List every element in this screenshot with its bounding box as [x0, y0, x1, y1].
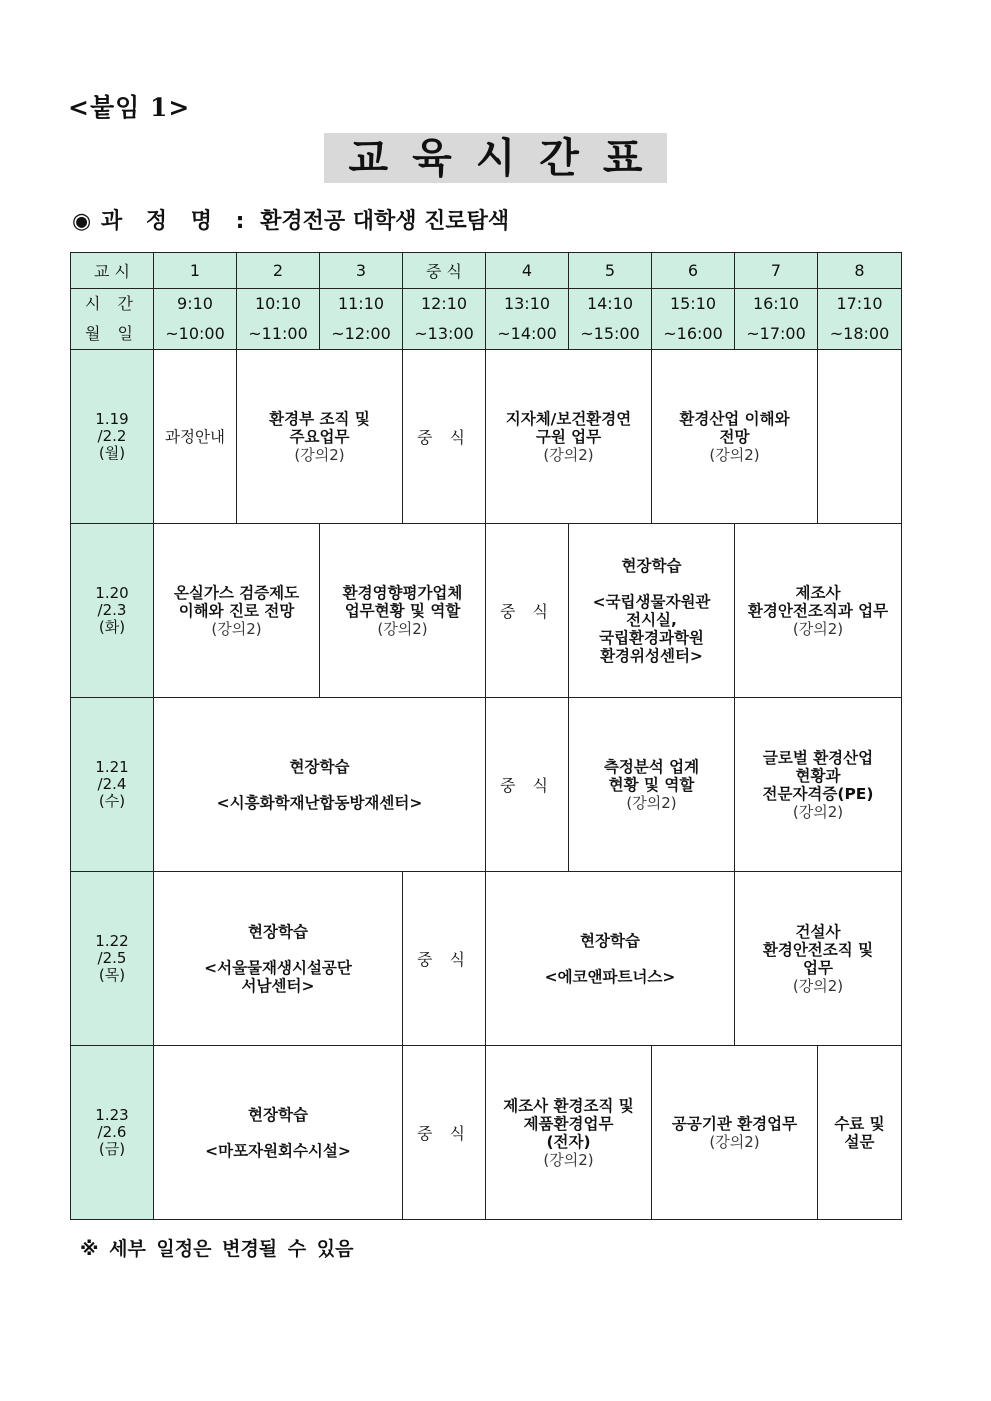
time-slot: 9:10 ~10:00 [154, 289, 237, 350]
period-8: 8 [818, 253, 902, 289]
empty-cell [818, 350, 902, 524]
date-cell: 1.21 /2.4 (수) [71, 698, 154, 872]
timetable [70, 252, 902, 1220]
session-cell: 글로벌 환경산업 현황과 전문자격증(PE) (강의2) [735, 698, 902, 872]
day-row-4 [71, 872, 902, 1046]
date-cell: 1.23 /2.6 (금) [71, 1046, 154, 1220]
time-slot: 13:10 ~14:00 [486, 289, 569, 350]
course-line [72, 204, 509, 235]
session-cell: 환경영향평가업체 업무현황 및 역할 (강의2) [320, 524, 486, 698]
field-trip-cell: 현장학습 <국립생물자원관 전시실, 국립환경과학원 환경위성센터> [569, 524, 735, 698]
period-3: 3 [320, 253, 403, 289]
lunch-cell: 중 식 [486, 524, 569, 698]
time-label: 시 간 [85, 294, 139, 313]
period-label: 교 시 [71, 253, 154, 289]
page-title: 교육시간표 [324, 133, 666, 183]
course-label: 과 정 명 : [100, 209, 253, 234]
time-slot: 10:10 ~11:00 [237, 289, 320, 350]
session-cell: 측정분석 업계 현황 및 역할 (강의2) [569, 698, 735, 872]
date-label: 월 일 [85, 324, 139, 343]
lunch-cell: 중 식 [403, 350, 486, 524]
time-slot: 14:10 ~15:00 [569, 289, 652, 350]
session-cell: 지자체/보건환경연 구원 업무 (강의2) [486, 350, 652, 524]
field-trip-cell: 현장학습 <서울물재생시설공단 서남센터> [154, 872, 403, 1046]
period-5: 5 [569, 253, 652, 289]
header-row-periods [71, 253, 902, 289]
day-row-2 [71, 524, 902, 698]
session-cell: 수료 및 설문 [818, 1046, 902, 1220]
session-cell: 제조사 환경안전조직과 업무 (강의2) [735, 524, 902, 698]
session-cell: 공공기관 환경업무 (강의2) [652, 1046, 818, 1220]
field-trip-cell: 현장학습 <마포자원회수시설> [154, 1046, 403, 1220]
period-lunch: 중 식 [403, 253, 486, 289]
day-row-3 [71, 698, 902, 872]
header-row-times [71, 289, 902, 350]
field-trip-cell: 현장학습 <시흥화학재난합동방재센터> [154, 698, 486, 872]
period-2: 2 [237, 253, 320, 289]
session-cell: 온실가스 검증제도 이해와 진로 전망 (강의2) [154, 524, 320, 698]
period-7: 7 [735, 253, 818, 289]
date-cell: 1.22 /2.5 (목) [71, 872, 154, 1046]
day-row-5 [71, 1046, 902, 1220]
lunch-cell: 중 식 [403, 872, 486, 1046]
session-cell: 건설사 환경안전조직 및 업무 (강의2) [735, 872, 902, 1046]
time-slot: 17:10 ~18:00 [818, 289, 902, 350]
time-date-label [71, 289, 154, 350]
session-cell: 과정안내 [154, 350, 237, 524]
date-cell: 1.20 /2.3 (화) [71, 524, 154, 698]
lunch-cell: 중 식 [486, 698, 569, 872]
session-cell: 환경산업 이해와 전망 (강의2) [652, 350, 818, 524]
day-row-1 [71, 350, 902, 524]
bullet-icon: ◉ [72, 209, 94, 234]
time-slot: 16:10 ~17:00 [735, 289, 818, 350]
time-slot: 15:10 ~16:00 [652, 289, 735, 350]
period-1: 1 [154, 253, 237, 289]
time-slot: 11:10 ~12:00 [320, 289, 403, 350]
time-slot: 12:10 ~13:00 [403, 289, 486, 350]
session-cell: 환경부 조직 및 주요업무 (강의2) [237, 350, 403, 524]
footnote: ※ 세부 일정은 변경될 수 있음 [80, 1238, 354, 1260]
attachment-label: <붙임 1> [68, 93, 191, 122]
date-cell: 1.19 /2.2 (월) [71, 350, 154, 524]
field-trip-cell: 현장학습 <에코앤파트너스> [486, 872, 735, 1046]
course-name: 환경전공 대학생 진로탐색 [260, 209, 510, 234]
period-6: 6 [652, 253, 735, 289]
lunch-cell: 중 식 [403, 1046, 486, 1220]
period-4: 4 [486, 253, 569, 289]
session-cell: 제조사 환경조직 및 제품환경업무 (전자) (강의2) [486, 1046, 652, 1220]
